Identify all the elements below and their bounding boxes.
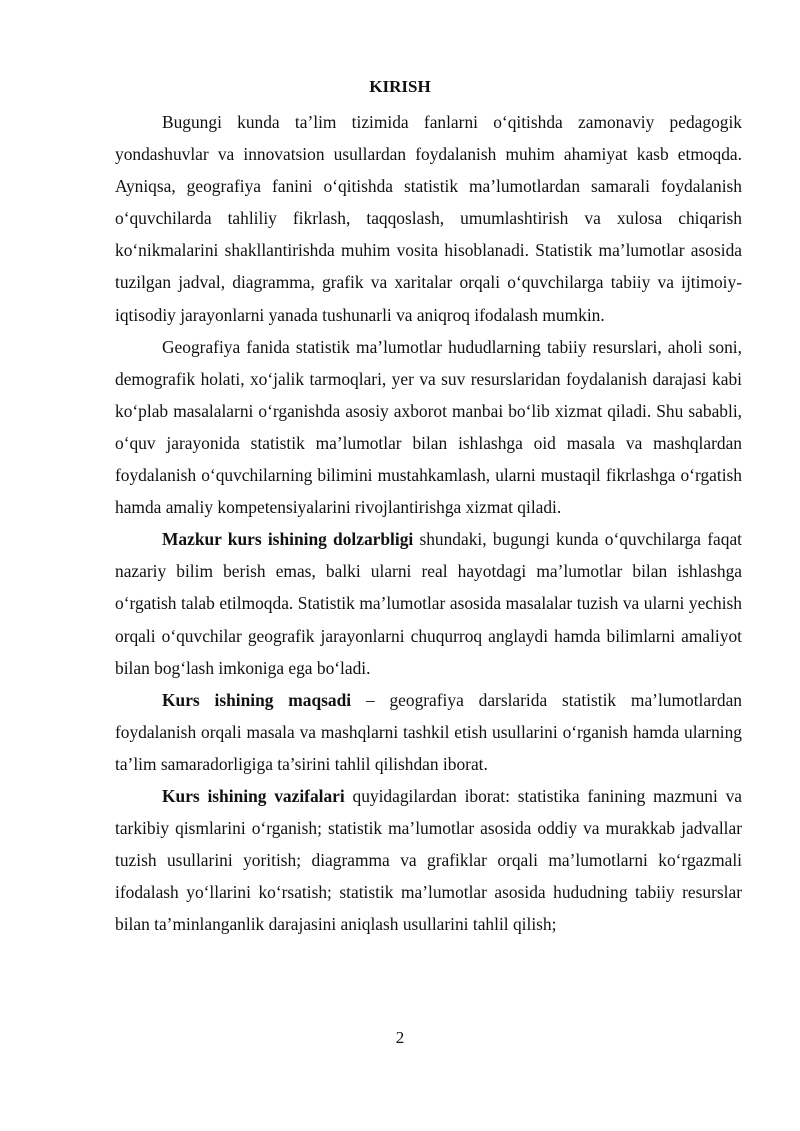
paragraph-text: Bugungi kunda ta’lim tizimida fanlarni o‘qitishda zamonaviy pedagogik yondashuvlar va innovatsion usullardan foydalanish muhim ahamiyat kasb etmoqda. Ayniqsa, geografiya fanini o‘qitishda statistik ma’lumotlardan samarali foydalanish o‘quvchilarda tahliliy fikrlash, taqqoslash, umumlashtirish va xulosa chiqarish ko‘nikmalarini shakllantirishda muhim vosita hisoblanadi. Statistik ma’lumotlar asosida tuzilgan jadval, diagramma, grafik va xaritalar orqali o‘quvchilarga tabiiy va ijtimoiy-iqtisodiy jarayonlarni yanada tushunarli va aniqroq ifodalash mumkin. [115,112,742,325]
page-number: 2 [395,1028,405,1047]
paragraph-text: quyidagilardan iborat: statistika fanining mazmuni va tarkibiy qismlarini o‘rganish; statistik ma’lumotlar asosida oddiy va murakkab jadvallar tuzish usullarini yoritish; diagramma va grafiklar orqali ma’lumotlarni ko‘rgazmali ifodalash yo‘llarini ko‘rsatish; statistik ma’lumotlar asosida hududning tabiiy resurslar bilan ta’minlanganlik darajasini aniqlash usullarini tahlil qilish; [115,785,742,935]
body-text [115,106,742,940]
paragraph-text: Geografiya fanida statistik ma’lumotlar hududlarning tabiiy resurslari, aholi soni, demografik holati, xo‘jalik tarmoqlari, yer va suv resurslaridan foydalanish darajasi kabi ko‘plab masalalarni o‘rganishda asosiy axborot manbai bo‘lib xizmat qiladi. Shu sababli, o‘quv jarayonida statistik ma’lumotlar bilan ishlashga oid masala va mashqlardan foydalanish o‘quvchilarning bilimini mustahkamlash, ularni mustaqil fikrlashga o‘rgatish hamda amaliy kompetensiyalarini rivojlantirishga xizmat qiladi. [115,336,742,518]
paragraph-goal [115,684,742,780]
paragraph-text: shundaki, bugungi kunda o‘quvchilarga faqat nazariy bilim berish emas, balki ularni real hayotdagi ma’lumotlar bilan ishlashga o‘rgatish talab etilmoqda. Statistik ma’lumotlar asosida masalalar tuzish va ularni yechish orqali o‘quvchilar geografik jarayonlarni chuqurroq anglaydi hamda bilimlarni amaliyot bilan bog‘lash imkoniga ega bo‘ladi. [115,529,742,678]
paragraph-relevance [115,523,742,683]
paragraph-lead: Kurs ishining vazifalari [162,785,345,806]
paragraph-intro [115,106,742,331]
paragraph-statistics-role [115,331,742,524]
paragraph-text: – geografiya darslarida statistik ma’lumotlardan foydalanish orqali masala va mashqlarni tashkil etish usullarini o‘rganish hamda ularning ta’lim samaradorligiga ta’sirini tahlil qilishdan iborat. [115,689,742,774]
section-heading: KIRISH [369,77,431,96]
paragraph-lead: Mazkur kurs ishining dolzarbligi [162,529,414,550]
paragraph-tasks [115,780,742,940]
paragraph-lead: Kurs ishining maqsadi [162,689,352,710]
